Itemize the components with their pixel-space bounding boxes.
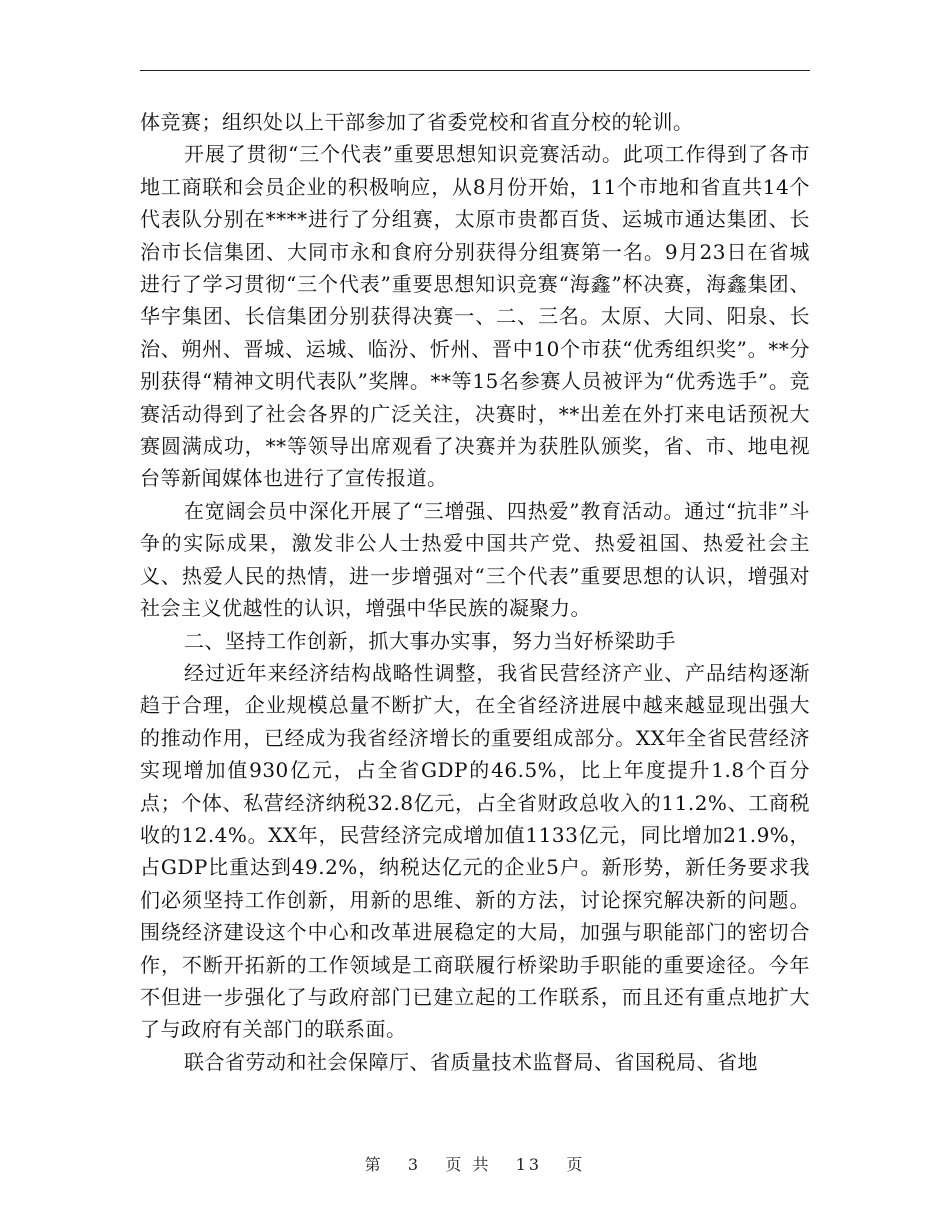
footer-suffix: 页 [566,1155,586,1174]
paragraph-continuation: 体竞赛；组织处以上干部参加了省委党校和省直分校的轮训。 [140,110,694,134]
paragraph-education-activity: 在宽阔会员中深化开展了“三增强、四热爱”教育活动。通过“抗非”斗争的实际成果，激发非公人士热爱中国共产党、热爱祖国、热爱社会主义、热爱人民的热情，进一步增强对“三个代表”重要思想的认识，增强对社会主义优越性的认识，增强中华民族的凝聚力。 [140,498,810,621]
paragraph-private-economy: 经过近年来经济结构战略性调整，我省民营经济产业、产品结构逐渐趋于合理，企业规模总量不断扩大，在全省经济进展中越来越显现出强大的推动作用，已经成为我省经济增长的重要组成部分。XX年全省民营经济实现增加值930亿元，占全省GDP的46.5%，比上年度提升1.8个百分点；个体、私营经济纳税32.8亿元，占全省财政总收入的11.2%、工商税收的12.4%。XX年，民营经济完成增加值1133亿元，同比增加21.9%，占GDP比重达到49.2%，纳税达亿元的企业5户。新形势，新任务要求我们必须坚持工作创新，用新的思维、新的方法，讨论探究解决新的问题。围绕经济建设这个中心和改革进展稳定的大局，加强与职能部门的密切合作，不断开拓新的工作领域是工商联履行桥梁助手职能的重要途径。今年不但进一步强化了与政府部门已建立起的工作联系，而且还有重点地扩大了与政府有关部门的联系面。 [140,660,810,1042]
footer-prefix: 第 [364,1155,384,1174]
paragraph-joint-departments: 联合省劳动和社会保障厅、省质量技术监督局、省国税局、省地 [184,1049,758,1074]
document-body [140,106,810,1078]
page-footer [0,1152,950,1175]
footer-middle: 页 共 [445,1155,492,1174]
paragraph-knowledge-contest: 开展了贯彻“三个代表”重要思想知识竞赛活动。此项工作得到了各市地工商联和会员企业的积极响应，从8月份开始，11个市地和省直共14个代表队分别在****进行了分组赛，太原市贵都百货、运城市通达集团、长治市长信集团、大同市永和食府分别获得分组赛第一名。9月23日在省城进行了学习贯彻“三个代表”重要思想知识竞赛“海鑫”杯决赛，海鑫集团、华宇集团、长信集团分别获得决赛一、二、三名。太原、大同、阳泉、长治、朔州、晋城、运城、临汾、忻州、晋中10个市获“优秀组织奖”。**分别获得“精神文明代表队”奖牌。**等15名参赛人员被评为“优秀选手”。竞赛活动得到了社会各界的广泛关注，决赛时，**出差在外打来电话预祝大赛圆满成功，**等领导出席观看了决赛并为获胜队颁奖，省、市、地电视台等新闻媒体也进行了宣传报道。 [140,142,810,491]
section-heading: 二、坚持工作创新，抓大事办实事，努力当好桥梁助手 [184,628,676,653]
total-pages-number: 13 [515,1155,543,1174]
current-page-number: 3 [407,1155,422,1174]
header-rule [140,70,810,71]
